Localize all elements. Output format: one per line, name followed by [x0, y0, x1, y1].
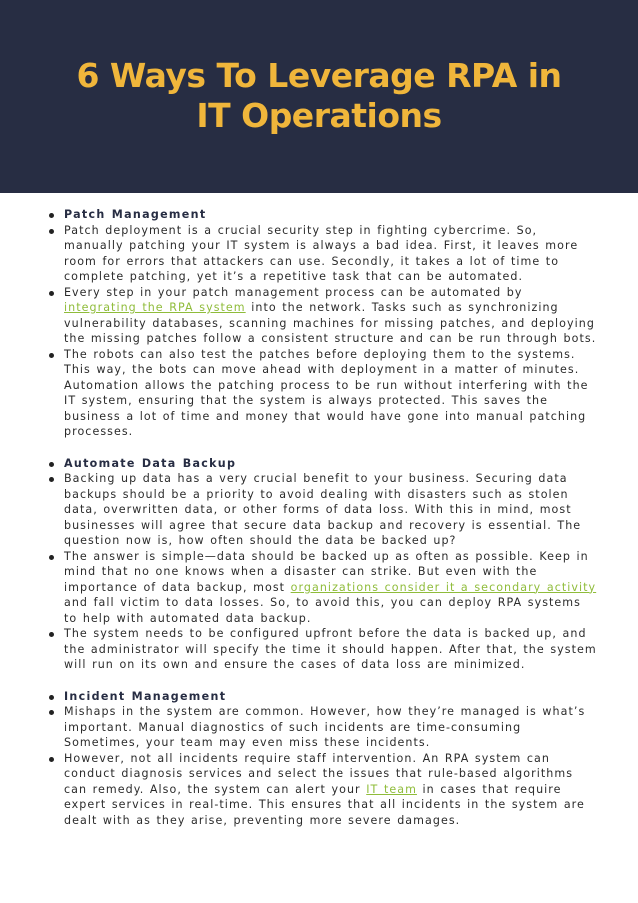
- item-text: However, not all incidents require staff intervention. An RPA system can conduct diagnosis services and select the issues that rule-based algorithms can remedy. Also, the system can alert your: [64, 751, 574, 796]
- item-text: in cases that require expert services in real-time. This ensures that all incidents in the system are dealt with as they arise, preventing more severe damages.: [64, 782, 585, 827]
- item-text: The answer is simple—data should be backed up as often as possible. Keep in mind that no one knows when a disaster can strike. But even with the importance of data backup, most: [64, 549, 589, 594]
- section-data-backup: [47, 456, 599, 673]
- link-it-team[interactable]: IT team: [366, 782, 417, 796]
- section-heading: Incident Management: [47, 689, 599, 705]
- title-line-2: IT Operations: [196, 96, 442, 135]
- list-item: [47, 347, 599, 440]
- item-text: Backing up data has a very crucial benefit to your business. Securing data backups should be a priority to avoid dealing with disasters such as stolen data, overwritten data, or other forms of data loss. With this in mind, most businesses will agree that secure data backup and recovery is essential. The question now is, how often should the data be backed up?: [64, 472, 582, 547]
- list-item: [47, 223, 599, 285]
- list-item: [47, 626, 599, 673]
- item-text: and fall victim to data losses. So, to avoid this, you can deploy RPA systems to help with automated data backup.: [64, 596, 581, 625]
- link-secondary-activity[interactable]: organizations consider it a secondary activity: [290, 580, 597, 594]
- section-incident-management: [47, 689, 599, 829]
- article-body: [47, 207, 599, 828]
- section-patch-management: [47, 207, 599, 440]
- list-item: [47, 704, 599, 751]
- list-item: [47, 471, 599, 549]
- item-text: Every step in your patch management process can be automated by: [64, 285, 523, 299]
- section-heading: Automate Data Backup: [47, 456, 599, 472]
- item-text: The system needs to be configured upfront before the data is backed up, and the administrator will specify the time it should happen. After that, the system will run on its own and ensure the cases of data loss are minimized.: [64, 627, 597, 671]
- item-text: Mishaps in the system are common. However, how they’re managed is what’s important. Manual diagnostics of such incidents are time-consuming Sometimes, your team may even miss these incidents.: [64, 705, 586, 749]
- list-item: [47, 751, 599, 829]
- page-title: [0, 56, 638, 136]
- title-line-1: 6 Ways To Leverage RPA in: [76, 56, 562, 95]
- list-item: [47, 549, 599, 627]
- link-integrating-rpa[interactable]: integrating the RPA system: [64, 301, 246, 314]
- list-item: [47, 285, 599, 347]
- item-text: Patch deployment is a crucial security step in fighting cybercrime. So, manually patching your IT system is always a bad idea. First, it leaves more room for errors that attackers can use. Secondly, it takes a lot of time to complete patching, yet it’s a repetitive task that can be automated.: [64, 223, 579, 283]
- header-banner: [0, 0, 638, 193]
- section-heading: Patch Management: [47, 207, 599, 223]
- item-text: The robots can also test the patches before deploying them to the systems. This way, the bots can move ahead with deployment in a matter of minutes. Automation allows the patching process to be run without interfering with the IT system, ensuring that the system is always protected. This saves the business a lot of time and money that would have gone into manual patching processes.: [64, 347, 589, 438]
- item-text: into the network. Tasks such as synchronizing vulnerability databases, scanning machines for missing patches, and deploying the missing patches follow a consistent structure and can be run through bots.: [64, 301, 597, 345]
